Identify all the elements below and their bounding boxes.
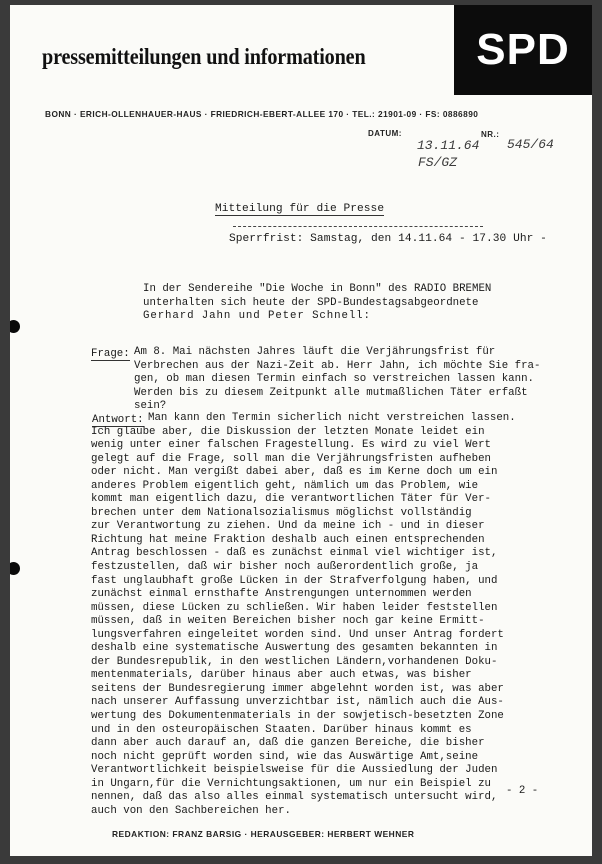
answer-line: der Bundesrepublik, in den westlichen Ländern,vorhandenen Doku-	[91, 655, 498, 668]
answer-line: Antrag beschlossen - daß es zunächst einmal viel wichtiger ist,	[91, 547, 498, 560]
answer-line: Man kann den Termin sicherlich nicht verstreichen lassen.	[148, 412, 516, 424]
answer-line: Verantwortlichkeit beispielsweise für die Aussiedlung der Juden	[91, 764, 498, 777]
masthead-title: pressemitteilungen und informationen	[42, 44, 366, 70]
answer-line: Ich glaube aber, die Diskussion der letzten Monate leidet ein	[91, 425, 485, 438]
answer-label: Antwort:	[92, 414, 144, 426]
question-text	[134, 346, 540, 414]
answer-line: nach unserer Auffassung unverzichtbar ist, nämlich auch die Aus-	[91, 696, 504, 709]
answer-line: zur Verantwortung zu ziehen. Und da meine ich - und in dieser	[91, 520, 485, 533]
answer-line: gelegt auf die Frage, soll man die Verjährungsfristen aufheben	[91, 452, 491, 465]
answer-line: wenig unter einer falschen Fragestellung. Es wird zu viel Wert	[91, 439, 491, 452]
initials: FS/GZ	[418, 155, 458, 170]
press-heading: Mitteilung für die Presse	[215, 203, 385, 215]
answer-line: in Ungarn,für die Vernichtungsaktionen, um nur ein Beispiel zu	[91, 777, 491, 790]
answer-line: müssen, daß in weiten Bereichen bisher noch gar keine Ermitt-	[91, 615, 485, 628]
address-line: BONN · ERICH-OLLENHAUER-HAUS · FRIEDRICH-EBERT-ALLEE 170 · TEL.: 21901-09 · FS: 0886890	[45, 109, 479, 119]
answer-line: brechen unter dem Nationalsozialismus möglichst vollständig	[91, 506, 472, 519]
intro-line: In der Sendereihe "Die Woche in Bonn" des RADIO BREMEN	[143, 283, 492, 295]
question-line: Verbrechen aus der Nazi-Zeit ab. Herr Jahn, ich möchte Sie fra-	[134, 359, 541, 372]
answer-line: seitens der Bundesregierung immer abgelehnt worden ist, was aber	[91, 682, 504, 695]
heading-divider	[233, 226, 483, 227]
answer-line: dann aber auch darauf an, daß die ganzen Bereiche, die bisher	[91, 737, 485, 750]
page-marker: - 2 -	[506, 785, 539, 797]
answer-line: zunächst einmal ernsthafte Anstrengungen unternommen werden	[91, 588, 472, 601]
answer-line: lungsverfahren eingeleitet worden sind. Und unser Antrag fordert	[91, 628, 504, 641]
answer-line: und in den osteuropäischen Staaten. Darüber hinaus kommt es	[91, 723, 472, 736]
datum-value: 13.11.64	[417, 138, 480, 153]
answer-line: kommt man eigentlich dazu, die verantwortlichen Täter für Ver-	[91, 493, 491, 506]
answer-line: fast unglaubhaft große Lücken in der Strafverfolgung haben, und	[91, 574, 498, 587]
nr-value: 545/64	[507, 137, 554, 152]
spd-logo: SPD	[454, 5, 592, 95]
punch-hole	[10, 320, 20, 333]
answer-text	[91, 412, 516, 818]
question-label: Frage:	[91, 348, 130, 360]
answer-line: Richtung hat meine Fraktion deshalb auch einen entsprechenden	[91, 533, 485, 546]
embargo-line: Sperrfrist: Samstag, den 14.11.64 - 17.30 Uhr -	[229, 233, 547, 245]
question-line: gen, ob man diesen Termin einfach so verstreichen lassen kann.	[134, 373, 534, 386]
answer-line: auch von den Sachbereichen her.	[91, 804, 291, 817]
answer-line: deshalb eine systematische Auswertung des gesamten bekannten in	[91, 642, 498, 655]
nr-label: NR.:	[481, 130, 500, 139]
intro-line: Gerhard Jahn und Peter Schnell:	[143, 310, 371, 323]
answer-line: festzustellen, daß wir bisher noch außerordentlich große, ja	[91, 561, 479, 574]
answer-line: anderes Problem eigentlich geht, nämlich um das Problem, wie	[91, 479, 479, 492]
footer-credits: REDAKTION: FRANZ BARSIG · HERAUSGEBER: HERBERT WEHNER	[112, 829, 415, 839]
answer-line: noch nicht geprüft worden sind, wie das Auswärtige Amt,seine	[91, 750, 479, 763]
answer-line: oder nicht. Man vergißt dabei aber, daß es im Kerne doch um ein	[91, 466, 498, 479]
answer-line: nennen, daß das also alles einmal systematisch untersucht wird,	[91, 791, 498, 804]
question-line: Werden bis zu diesem Zeitpunkt alle mutmaßlichen Täter erfaßt	[134, 386, 528, 399]
press-release-page	[10, 5, 592, 856]
answer-line: mentenmaterials, darüber hinaus aber auch etwas, was bisher	[91, 669, 472, 682]
datum-label: DATUM:	[368, 129, 402, 138]
intro-paragraph	[143, 283, 491, 324]
question-line: Am 8. Mai nächsten Jahres läuft die Verjährungsfrist für	[134, 346, 496, 358]
answer-line: wertung des Dokumentenmaterials in der sowjetisch-besetzten Zone	[91, 710, 504, 723]
answer-line: müssen, diese Lücken zu schließen. Wir haben leider feststellen	[91, 601, 498, 614]
intro-line: unterhalten sich heute der SPD-Bundestagsabgeordnete	[143, 296, 479, 309]
punch-hole	[10, 562, 20, 575]
question-line: sein?	[134, 400, 167, 413]
